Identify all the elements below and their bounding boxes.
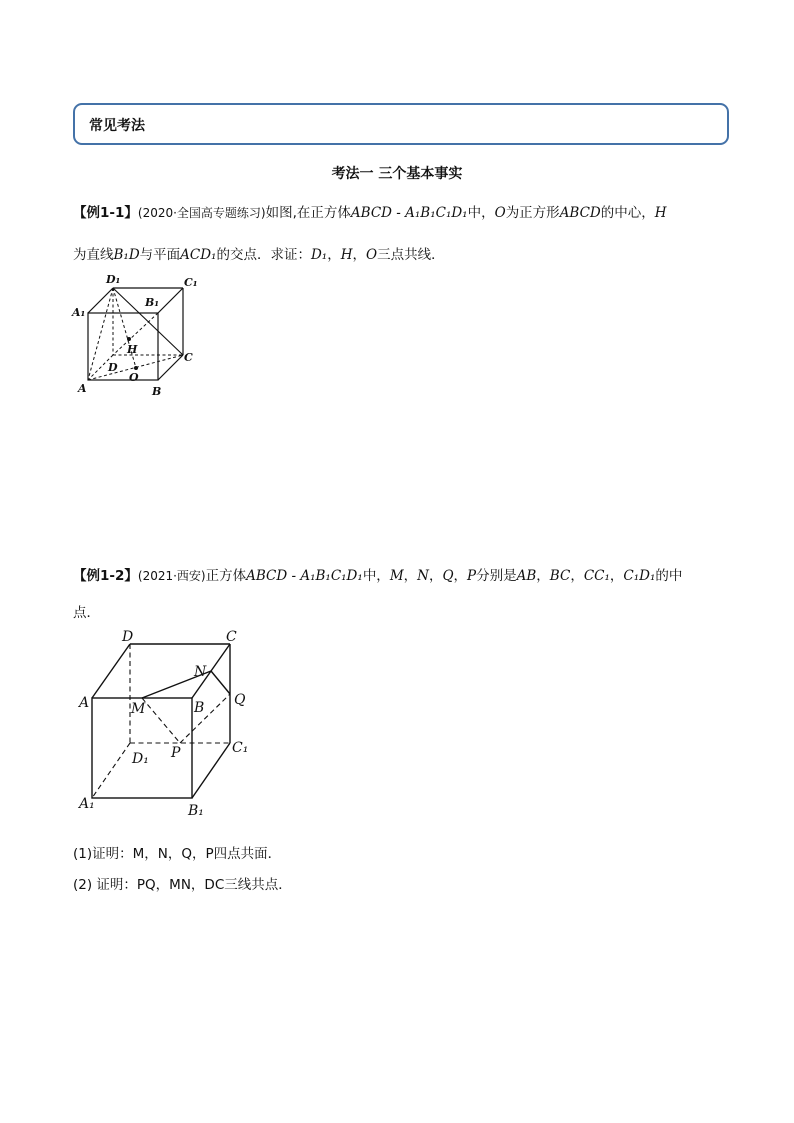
cube1-label: H [127, 343, 138, 356]
ex1-text: 中， [467, 205, 495, 221]
ex1-source: (2020·全国高专题练习) [137, 206, 266, 220]
ex2-tag: 【例1-2】 [73, 568, 138, 584]
ex2-math: M [389, 568, 404, 584]
cube2-label: D [122, 629, 134, 645]
cube1-label: C [184, 351, 193, 364]
ex1-text: 为正方形 [505, 205, 560, 221]
ex1-math: B₁D [113, 247, 140, 263]
ex2-math: AB [516, 568, 537, 584]
cube1-label: B [152, 385, 162, 398]
box-title: 常见考法 [89, 118, 145, 134]
cube2-label: B₁ [188, 803, 204, 819]
ex1-math: O [494, 205, 506, 221]
ex2-math: P [467, 568, 477, 584]
ex1-text: 的中心， [600, 205, 655, 221]
ex2-math: Q [442, 568, 454, 584]
ex1-math: ACD₁ [180, 247, 217, 263]
cube1-label: A₁ [72, 306, 86, 319]
cube1-point-H [127, 337, 131, 341]
ex2-text: 点． [73, 605, 100, 621]
cube-figure-2 [76, 626, 256, 820]
ex1-line2 [73, 243, 445, 263]
cube2-edge [192, 743, 230, 798]
ex2-text: 正方体 [205, 568, 247, 584]
cube2-segment-PQ [180, 694, 230, 743]
ex2-math: C₁D₁ [623, 568, 656, 584]
ex2-text: 的中 [655, 568, 683, 584]
ex2-line1 [73, 564, 682, 584]
cube2-label: C₁ [232, 740, 249, 756]
ex1-text: 的交点．求证： [216, 247, 311, 263]
ex1-math: D₁ [310, 247, 328, 263]
cube1-label: C₁ [184, 276, 198, 289]
cube2-hidden-edge [92, 743, 130, 798]
cube2-label: D₁ [132, 751, 149, 767]
cube2-label: A [79, 695, 90, 711]
ex1-math: O [366, 247, 378, 263]
cube1-label: B₁ [145, 296, 160, 309]
cube2-label: P [171, 745, 181, 761]
ex2-question-1: (1)证明：M，N，Q，P四点共面． [73, 846, 282, 862]
ex1-text: 三点共线． [377, 247, 445, 263]
cube2-label: M [131, 701, 146, 717]
ex2-math: N [417, 568, 429, 584]
ex2-text: 中， [362, 568, 390, 584]
ex2-text: ， [403, 568, 418, 584]
cube1-label: O [129, 371, 139, 384]
ex1-line1 [73, 201, 667, 221]
ex2-text: ， [570, 568, 584, 584]
ex2-source: (2021·西安) [137, 569, 206, 583]
ex2-text: 分别是 [476, 568, 517, 584]
section-title: 考法一 三个基本事实 [331, 166, 463, 182]
ex1-text: 为直线 [73, 247, 114, 263]
cube2-label: A₁ [79, 796, 95, 812]
ex2-math: BC [549, 568, 571, 584]
common-methods-box [73, 103, 729, 145]
ex2-line2 [73, 601, 100, 621]
cube1-edge [158, 288, 183, 313]
cube2-label: Q [234, 692, 246, 708]
cube2-label: C [226, 629, 237, 645]
ex1-text: 与平面 [139, 247, 181, 263]
ex1-text: ， [327, 247, 341, 263]
ex1-tag: 【例1-1】 [73, 205, 138, 221]
cube1-line-D1O [113, 288, 136, 368]
ex2-text: ， [428, 568, 443, 584]
ex1-text: ， [352, 247, 367, 263]
ex2-question-2: (2) 证明：PQ，MN，DC三线共点． [73, 877, 292, 893]
cube1-label: A [78, 382, 87, 395]
ex2-text: ， [536, 568, 550, 584]
ex1-text: 如图,在正方体 [265, 205, 351, 221]
cube1-point-O [134, 366, 138, 370]
cube2-edge [92, 644, 130, 698]
ex2-math: ABCD - A₁B₁C₁D₁ [246, 568, 363, 584]
cube1-front-face [88, 313, 158, 380]
ex1-math: H [340, 247, 353, 263]
cube-figure-1 [70, 268, 210, 400]
cube1-label: D [108, 361, 118, 374]
ex2-text: ， [453, 568, 468, 584]
cube2-segment-NQ [211, 671, 230, 694]
cube2-label: N [194, 664, 207, 680]
cube1-label: D₁ [106, 273, 121, 286]
ex1-math: H [654, 205, 667, 221]
ex1-math: ABCD - A₁B₁C₁D₁ [350, 205, 468, 221]
ex1-math: ABCD [559, 205, 601, 221]
cube2-label: B [194, 700, 205, 716]
cube2-segment-MP [142, 698, 180, 743]
ex2-math: CC₁ [583, 568, 610, 584]
ex2-text: ， [609, 568, 624, 584]
